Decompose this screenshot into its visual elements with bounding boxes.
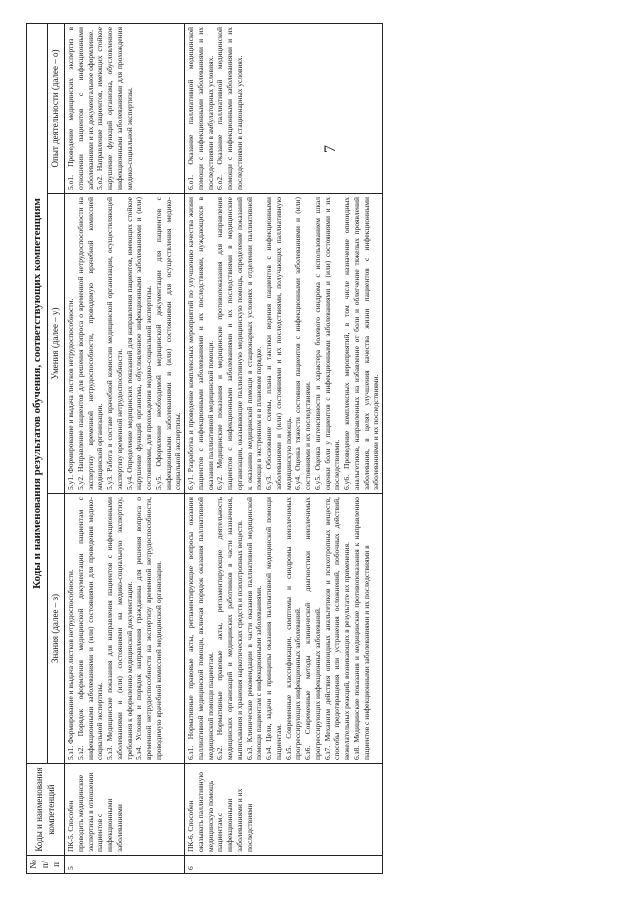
header-no: № п/п: [27, 856, 65, 874]
header-experience: Опыт деятельности (далее – о): [47, 23, 64, 193]
experience-item: 5.о2. Направление пациентов, имеющих стойкое нарушение функций организма, обусловленное инфекционными заболеваниями для прохождения медико-социальной экспертизы.: [95, 26, 134, 190]
header-knowledge: Знания (далее – з): [47, 494, 64, 764]
header-skills: Умения (далее – у): [47, 194, 64, 494]
header-competency: Коды и наименования компетенций: [27, 764, 65, 856]
competency-cell: ПК-6. Способен оказывать паллиативную медицинскую помощь пациентам с инфекционными заболеваниями и их последствиями: [185, 764, 383, 856]
knowledge-item: 6.з5. Современные классификации, симптомы и синдромы неизлечимых прогрессирующих инфекционных заболеваний.: [283, 497, 303, 760]
row-number: 5: [65, 856, 185, 874]
table-row: [65, 23, 185, 873]
knowledge-cell: [185, 494, 383, 764]
skill-item: 5.у4. Определение медицинских показаний для направления пациентов, имеющих стойкое нарушение функций организма, обусловленное инфекционными заболеваниями и (или) состояниями, для прохождения медико-социальной экспертизы.: [124, 197, 154, 490]
table-row: [185, 23, 383, 873]
skill-item: 6.у2. Медицинские показания и медицинские противопоказания для направления пациентов с инфекционными заболеваниями и их последствиями в медицинские организации, оказывающие паллиативную медицинскую помощь, определение показаний к оказанию медицинской помощи в стационарных условиях в отделении паллиативной помощи в экстренном и в плановом порядке.: [215, 197, 264, 490]
experience-cell: [65, 23, 185, 193]
competency-cell: ПК-5. Способен проводить медицинские экспертизы в отношении пациентов с инфекционными заболеваниями: [65, 764, 185, 856]
knowledge-cell: [65, 494, 185, 764]
knowledge-item: 5.з4. Условия и порядок направления гражданина для решения вопроса о временной нетрудоспособности на экспертизу временной нетрудоспособности, проводимую врачебной комиссией медицинской организации.: [134, 497, 163, 760]
knowledge-item: 6.з8. Медицинские показания и медицинские противопоказания к направлению пациентов с инфекционными заболеваниями и их последствиями в: [351, 497, 371, 760]
header-results-title: Коды и наименования результатов обучения, соответствующих компетенциям: [27, 23, 48, 763]
skill-item: 6.у4. Оценка тяжести состояния пациентов с инфекционными заболеваниями и (или) состояниями и их последствиями.: [293, 197, 313, 490]
experience-item: 6.о1. Оказание паллиативной медицинской помощи с инфекционными заболеваниями и их последствиями в амбулаторных условиях.: [186, 26, 215, 190]
skills-cell: [185, 194, 383, 494]
experience-item: 5.о1. Проведение медицинских экспертиз в отношении пациентов с инфекционными заболеваниями и их документальное оформление.: [66, 26, 95, 190]
row-number: 6: [185, 856, 383, 874]
competency-table: [26, 23, 383, 874]
skill-item: 6.у6. Проведение комплексных мероприятий, в том числе назначение опиоидных анальгетиков, направленных на избавление от боли и облегчение тяжелых проявлений заболевания, в целях улучшения качества жизни пациентов с инфекционными заболеваниями и их последствиями.: [342, 197, 381, 490]
knowledge-item: 5.з1. Формирование и выдача листков нетрудоспособности.: [66, 569, 76, 760]
knowledge-item: 6.з2. Нормативные правовые акты, регламентирующие деятельность медицинских организаций и медицинских работников в части назначения, выписывания и хранения наркотических средств и психотропных веществ.: [215, 497, 244, 760]
skill-item: 5.у2. Направление пациентов для решения вопроса о временной нетрудоспособности на экспертизу временной нетрудоспособности, проводимую врачебной комиссией медицинской организации.: [75, 197, 105, 490]
knowledge-item: 5.з3. Медицинские показания для направления пациентов с инфекционными заболеваниями и (или) состояниями на медико-социальную экспертизу, требования к оформлению медицинской документации.: [105, 497, 134, 760]
skill-item: 6.у1. Разработка и проведение комплексных мероприятий по улучшению качества жизни пациентов с инфекционными заболеваниями и их последствиями, нуждающихся в оказании паллиативной медицинской помощи.: [186, 197, 215, 490]
skill-item: 5.у5. Оформление необходимой медицинской документации для пациентов с инфекционными заболеваниями и (или) состояниями для осуществления медико-социальной экспертизы.: [153, 197, 183, 490]
knowledge-item: 6.з4. Цели, задачи и принципы оказания паллиативной медицинской помощи пациентам.: [264, 497, 283, 760]
experience-item: 6.о2. Оказание паллиативной медицинской помощи с инфекционными заболеваниями и их последствиями в стационарных условиях.: [215, 26, 244, 190]
skill-item: 6.у5. Оценка интенсивности и характера болевого синдрома с использованием шкал оценки боли у пациентов с инфекционными заболеваниями и (или) состояниями и их последствиями.: [312, 197, 342, 490]
knowledge-item: 6.з1. Нормативные правовые акты, регламентирующие вопросы оказания паллиативной медицинской помощи, включая порядок оказания паллиативной медицинской помощи пациентам.: [186, 497, 215, 760]
rotated-page: [26, 24, 626, 874]
skill-item: 5.у3. Работа в составе врачебной комиссии медицинской организации, осуществляющей экспертизу временной нетрудоспособности.: [105, 197, 124, 490]
skill-item: 5.у1. Формирование и выдача листков нетрудоспособности.: [66, 298, 76, 490]
page-number: 7: [322, 145, 339, 153]
skills-cell: [65, 194, 185, 494]
skill-item: 6.у3. Обоснование схемы, плана и тактики ведения пациентов с инфекционными заболеваниями и (или) состояниями и их последствиями, получающих паллиативную медицинскую помощь.: [264, 197, 293, 490]
knowledge-item: 6.з7. Механизм действия опиоидных анальгетиков и психотропных веществ, способы предотвращения или устранения осложнений, побочных действий, нежелательных реакций, возникающих в результате их применения.: [322, 497, 352, 760]
knowledge-item: 6.з6. Современные методы клинической диагностики неизлечимых прогрессирующих инфекционных заболеваний.: [303, 497, 322, 760]
experience-cell: [185, 23, 383, 193]
knowledge-item: 6.з3. Клинические рекомендации в части оказания паллиативной медицинской помощи пациентам с инфекционными заболеваниями.: [244, 497, 264, 760]
knowledge-item: 5.з2. Порядок оформления медицинской документации пациентам с инфекционными заболеваниями и (или) состояниями для проведения медико-социальной экспертизы.: [75, 497, 105, 760]
